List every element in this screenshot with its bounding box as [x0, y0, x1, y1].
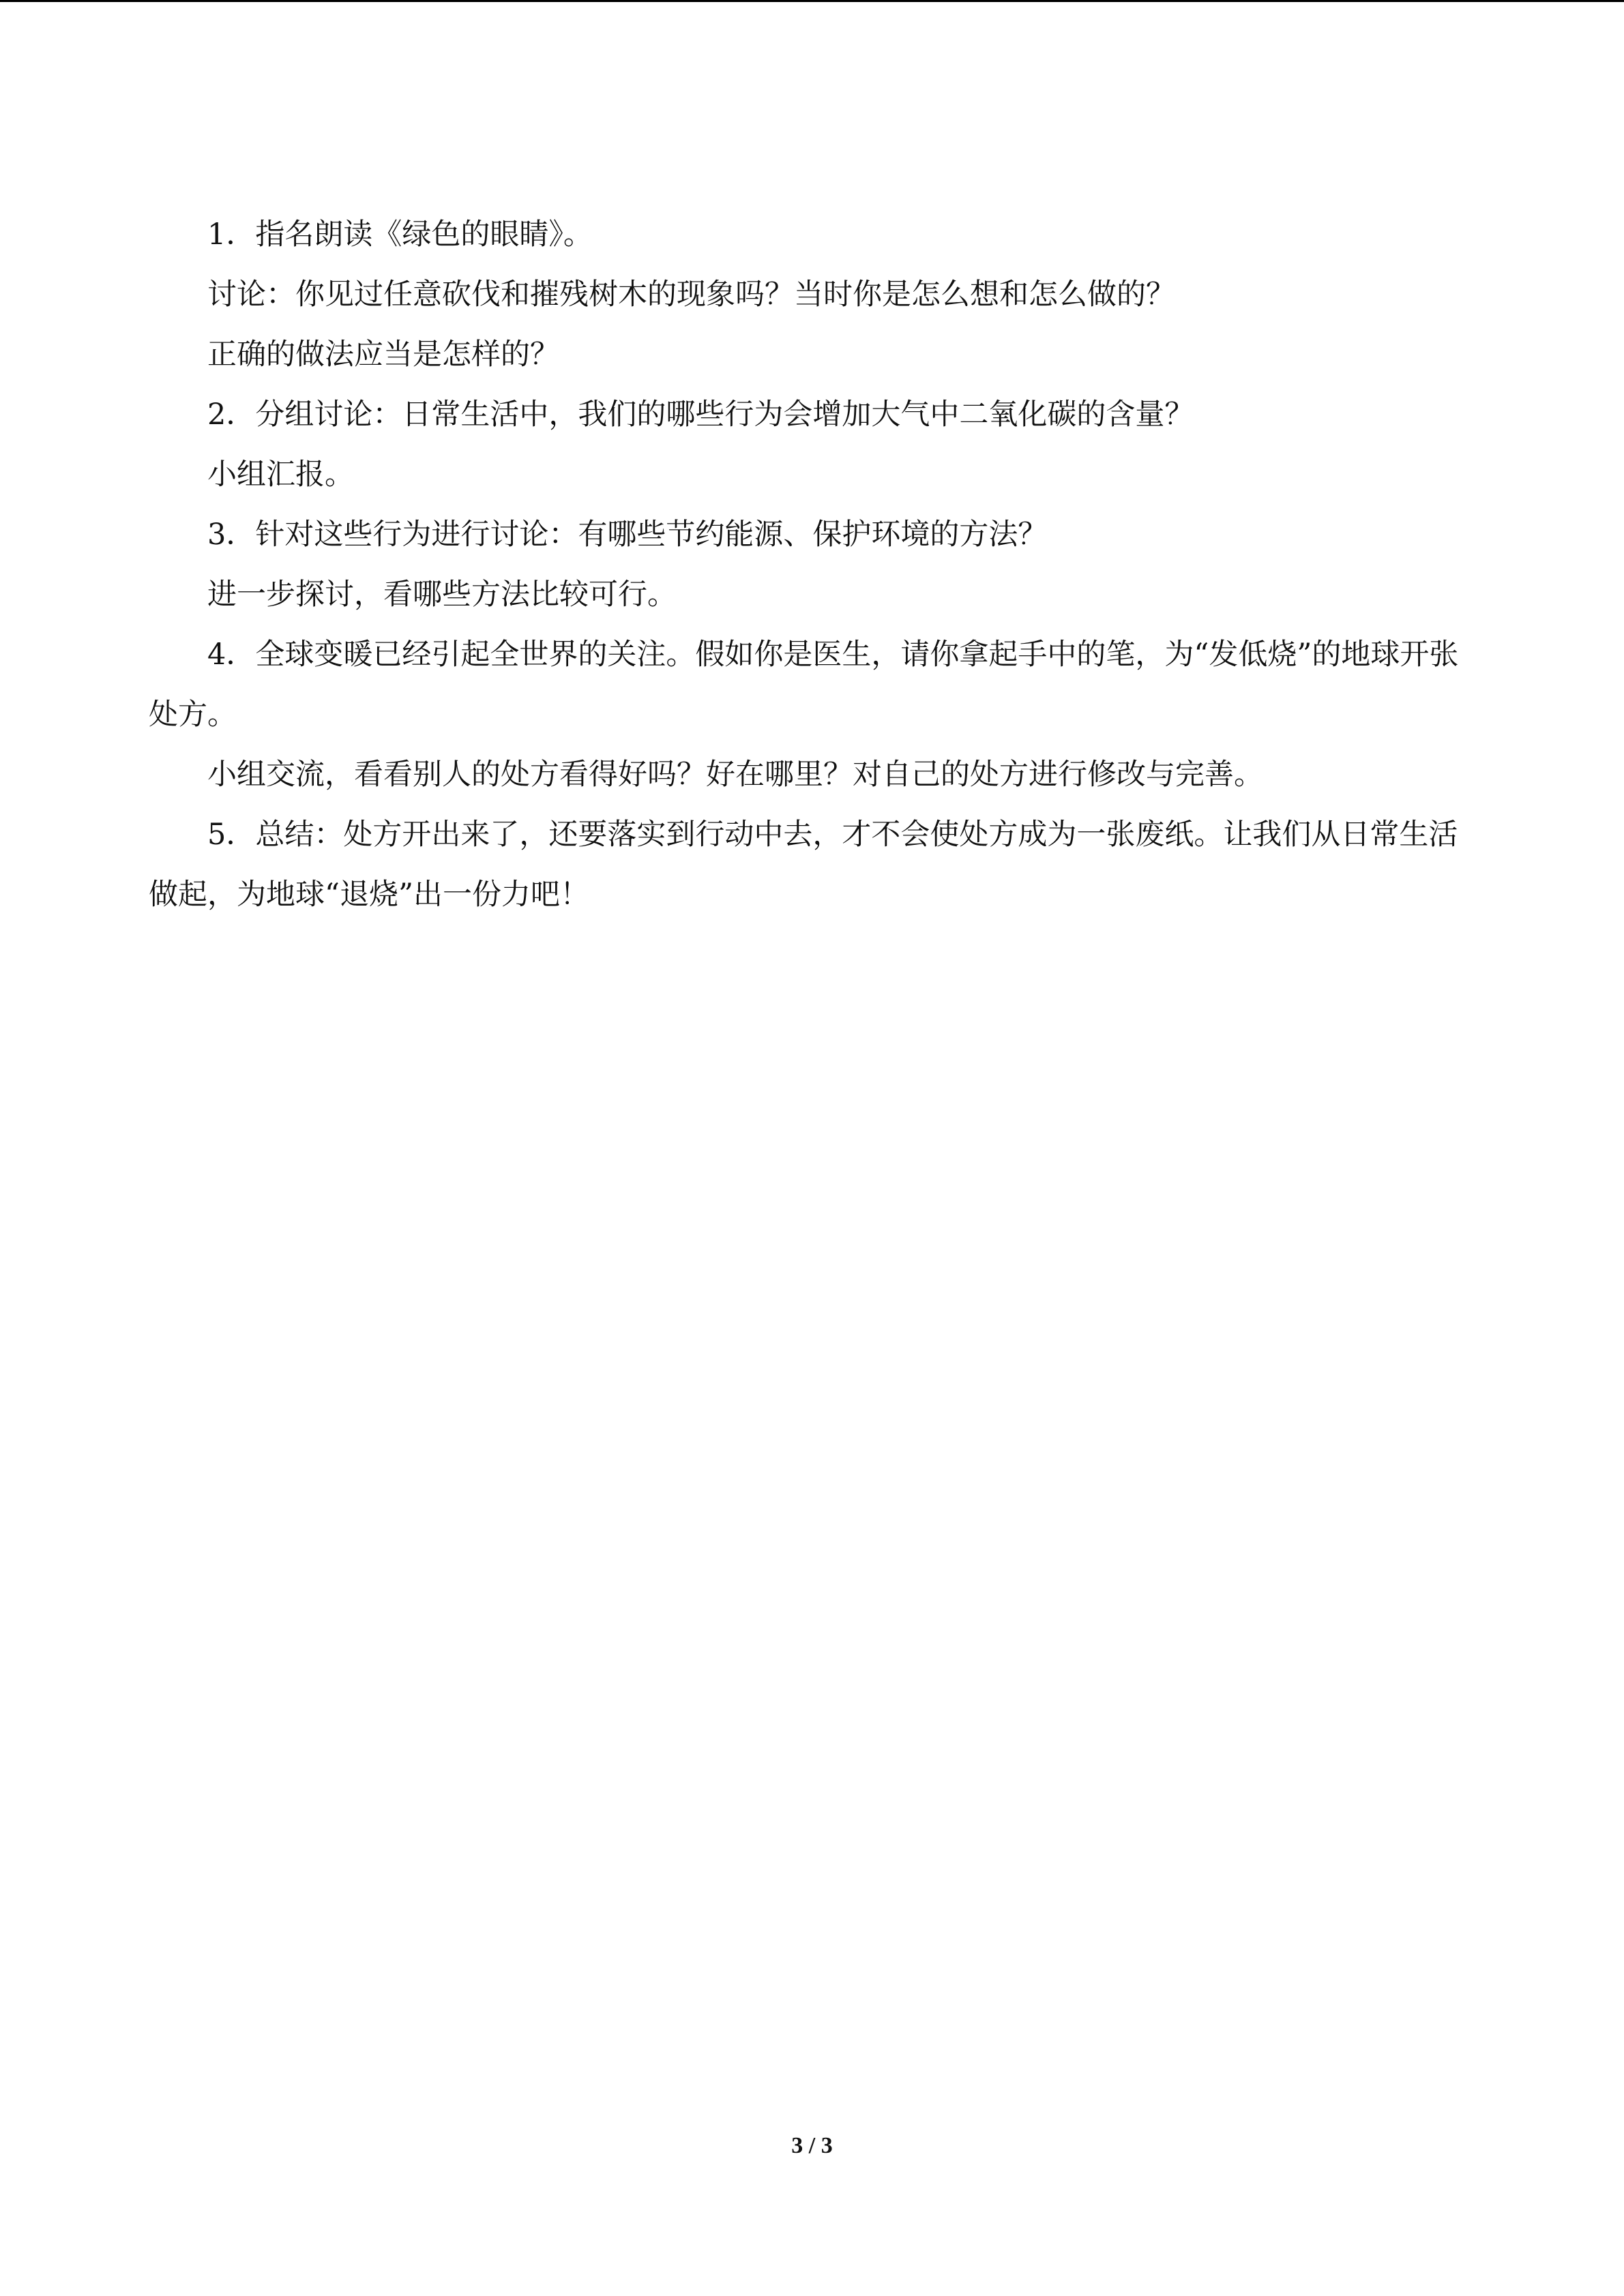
paragraph-6: 3．针对这些行为进行讨论：有哪些节约能源、保护环境的方法？ [207, 518, 1048, 552]
paragraph-1: 1．指名朗读《绿色的眼睛》。 [207, 218, 593, 252]
page-top-border [0, 0, 1624, 2]
paragraph-2: 讨论：你见过任意砍伐和摧残树木的现象吗？当时你是怎么想和怎么做的？ [207, 278, 1175, 312]
document-body [149, 205, 1475, 925]
page-number: 3 / 3 [791, 2133, 833, 2158]
paragraph-4: 2．分组讨论：日常生活中，我们的哪些行为会增加大气中二氧化碳的含量？ [207, 398, 1194, 432]
paragraph-10: 5．总结：处方开出来了，还要落实到行动中去，才不会使处方成为一张废纸。让我们从日常生活做起，为地球“退烧”出一份力吧！ [149, 818, 1458, 912]
paragraph-9: 小组交流，看看别人的处方看得好吗？好在哪里？对自己的处方进行修改与完善。 [207, 758, 1263, 792]
paragraph-7: 进一步探讨，看哪些方法比较可行。 [207, 578, 677, 612]
paragraph-8: 4．全球变暖已经引起全世界的关注。假如你是医生，请你拿起手中的笔，为“发低烧”的地球开张处方。 [149, 638, 1459, 732]
paragraph-3: 正确的做法应当是怎样的？ [207, 338, 559, 372]
paragraph-5: 小组汇报。 [207, 458, 354, 492]
